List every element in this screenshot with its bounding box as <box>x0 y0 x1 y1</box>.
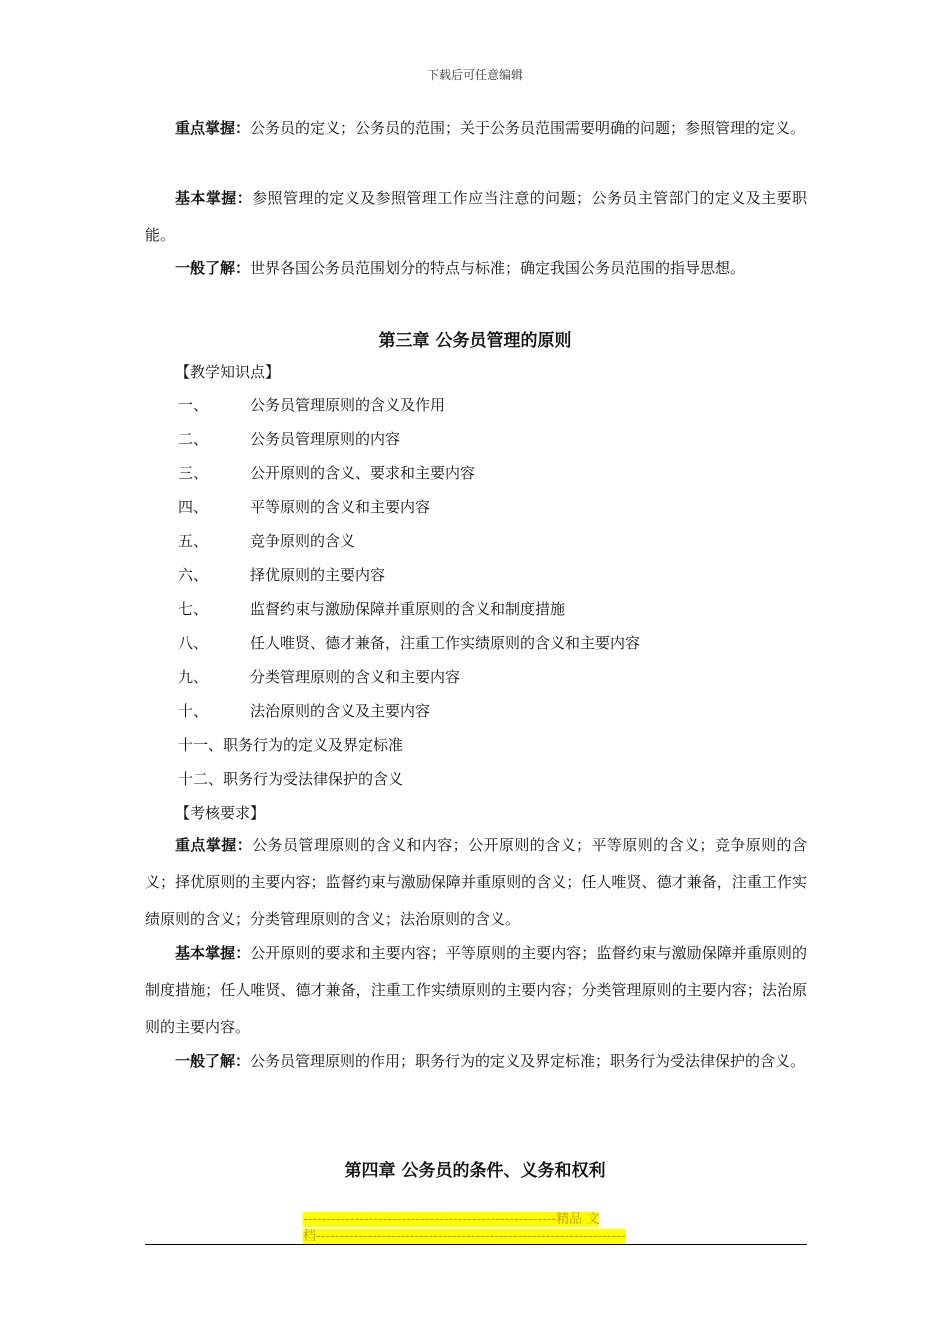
req-label: 重点掌握： <box>175 119 251 137</box>
list-item <box>178 762 640 796</box>
list-item <box>178 388 640 422</box>
ch2-basic-mastery <box>145 180 807 254</box>
item-text: 任人唯贤、德才兼备，注重工作实绩原则的含义和主要内容 <box>250 634 641 652</box>
item-number: 十二、 <box>178 770 224 788</box>
item-number: 十一、 <box>178 736 224 754</box>
item-number: 九、 <box>178 668 209 686</box>
item-number: 五、 <box>178 532 209 550</box>
req-label: 基本掌握： <box>175 189 253 207</box>
item-text: 平等原则的含义和主要内容 <box>250 498 431 516</box>
item-text: 分类管理原则的含义和主要内容 <box>250 668 461 686</box>
list-item <box>178 456 640 490</box>
ch3-basic-mastery <box>145 935 807 1046</box>
item-number: 二、 <box>178 430 209 448</box>
req-text: 公开原则的要求和主要内容；平等原则的主要内容；监督约束与激励保障并重原则的制度措施；任人唯贤、德才兼备，注重工作实绩原则的主要内容；分类管理原则的主要内容；法治原则的主要内容。 <box>145 944 807 1036</box>
req-text: 公务员管理原则的作用；职务行为的定义及界定标准；职务行为受法律保护的含义。 <box>250 1052 806 1070</box>
item-number: 七、 <box>178 600 209 618</box>
item-text: 择优原则的主要内容 <box>250 566 386 584</box>
list-item <box>178 660 640 694</box>
footer-rule <box>145 1244 807 1245</box>
req-text: 公务员管理原则的含义和内容；公开原则的含义；平等原则的含义；竞争原则的含义；择优原则的主要内容；监督约束与激励保障并重原则的含义；任人唯贤、德才兼备，注重工作实绩原则的含义；分类管理原则的含义；法治原则的含义。 <box>145 836 807 928</box>
chapter-3-title: 第三章 公务员管理的原则 <box>378 331 572 351</box>
item-text: 公开原则的含义、要求和主要内容 <box>250 464 476 482</box>
chapter-4-title: 第四章 公务员的条件、义务和权利 <box>344 1161 606 1181</box>
item-text: 竞争原则的含义 <box>250 532 356 550</box>
item-number: 三、 <box>178 464 209 482</box>
req-text: 公务员的定义；公务员的范围；关于公务员范围需要明确的问题；参照管理的定义。 <box>250 119 806 137</box>
ch2-key-mastery <box>145 110 807 147</box>
req-text: 世界各国公务员范围划分的特点与标准；确定我国公务员范围的指导思想。 <box>250 259 746 277</box>
item-text: 职务行为受法律保护的含义 <box>223 770 404 788</box>
item-number: 八、 <box>178 634 209 652</box>
item-number: 四、 <box>178 498 209 516</box>
list-item <box>178 524 640 558</box>
footer-line-1: ------------------------------------------------------精品 文 <box>303 1212 600 1227</box>
req-label: 一般了解： <box>175 1052 251 1070</box>
knowledge-points-label: 【教学知识点】 <box>175 363 281 381</box>
list-item <box>178 728 640 762</box>
knowledge-points-list <box>178 388 640 796</box>
footer-watermark <box>303 1211 650 1245</box>
req-label: 重点掌握： <box>175 836 253 854</box>
list-item <box>178 626 640 660</box>
req-text: 参照管理的定义及参照管理工作应当注意的问题；公务员主管部门的定义及主要职能。 <box>145 189 807 244</box>
item-text: 职务行为的定义及界定标准 <box>223 736 404 754</box>
req-label: 基本掌握： <box>175 944 251 962</box>
ch3-key-mastery <box>145 827 807 938</box>
list-item <box>178 422 640 456</box>
item-number: 十、 <box>178 702 209 720</box>
item-text: 监督约束与激励保障并重原则的含义和制度措施 <box>250 600 566 618</box>
item-text: 法治原则的含义及主要内容 <box>250 702 431 720</box>
item-number: 六、 <box>178 566 209 584</box>
page-header: 下载后可任意编辑 <box>426 68 523 82</box>
list-item <box>178 490 640 524</box>
item-number: 一、 <box>178 396 209 414</box>
ch2-general-understanding <box>145 250 807 287</box>
item-text: 公务员管理原则的内容 <box>250 430 401 448</box>
req-label: 一般了解： <box>175 259 251 277</box>
footer-line-2: 档------------------------------------------------------------------ <box>303 1229 626 1244</box>
exam-requirements-label: 【考核要求】 <box>175 804 266 822</box>
list-item <box>178 558 640 592</box>
list-item <box>178 592 640 626</box>
item-text: 公务员管理原则的含义及作用 <box>250 396 446 414</box>
ch3-general-understanding <box>145 1043 807 1080</box>
list-item <box>178 694 640 728</box>
